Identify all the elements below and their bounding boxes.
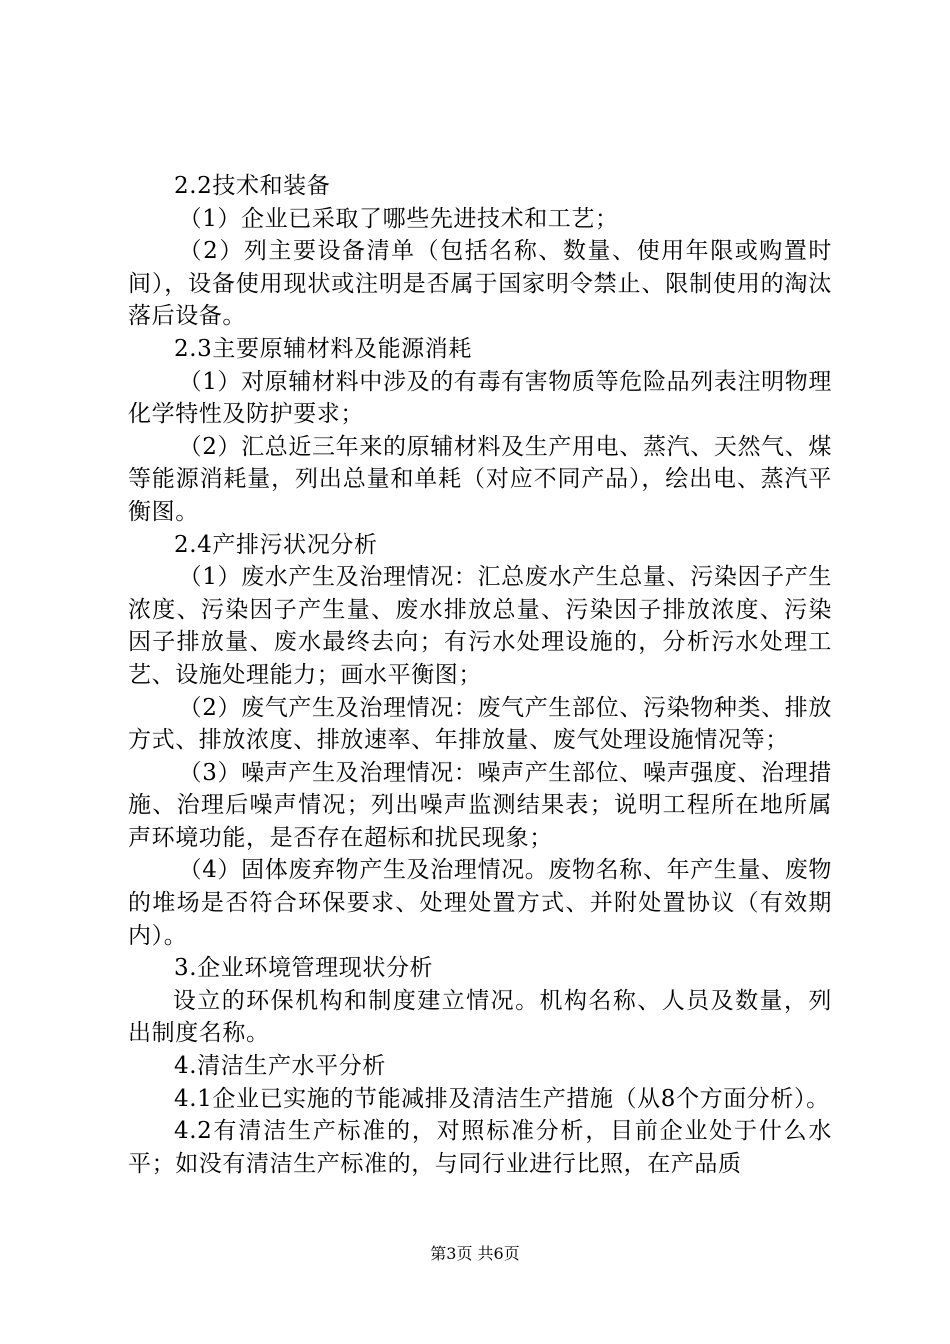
paragraph-2-4-item-1: （1）废水产生及治理情况：汇总废水产生总量、污染因子产生浓度、污染因子产生量、废水排放总量、污染因子排放浓度、污染因子排放量、废水最终去向；有污水处理设施的，分析污水处理工艺、设施处理能力；画水平衡图； [128,564,832,688]
page-number-footer: 第3页 共6页 [430,1244,520,1263]
paragraph-2-4-item-2: （2）废气产生及治理情况：废气产生部位、污染物种类、排放方式、排放浓度、排放速率、年排放量、废气处理设施情况等； [128,694,832,754]
section-heading-4: 4.清洁生产水平分析 [174,1053,386,1080]
paragraph-2-4-item-3: （3）噪声产生及治理情况：噪声产生部位、噪声强度、治理措施、治理后噪声情况；列出噪声监测结果表；说明工程所在地所属声环境功能，是否存在超标和扰民现象； [128,759,832,851]
section-heading-3: 3.企业环境管理现状分析 [174,955,434,982]
section-heading-2-2: 2.2技术和装备 [174,173,331,199]
paragraph-2-2-item-2: （2）列主要设备清单（包括名称、数量、使用年限或购置时间），设备使用现状或注明是否属于国家明令禁止、限制使用的淘汰落后设备。 [128,238,832,330]
paragraph-3-body: 设立的环保机构和制度建立情况。机构名称、人员及数量，列出制度名称。 [128,987,832,1047]
paragraph-4-2: 4.2有清洁生产标准的，对照标准分析，目前企业处于什么水平；如没有清洁生产标准的，与同行业进行比照，在产品质 [128,1118,832,1177]
document-body [128,170,832,1180]
section-heading-2-3: 2.3主要原辅材料及能源消耗 [174,335,472,362]
paragraph-2-3-item-1: （1）对原辅材料中涉及的有毒有害物质等危险品列表注明物理化学特性及防护要求； [128,368,832,428]
paragraph-2-2-item-1: （1）企业已采取了哪些先进技术和工艺； [178,205,619,232]
section-heading-2-4: 2.4产排污状况分析 [174,531,378,558]
paragraph-2-3-item-2: （2）汇总近三年来的原辅材料及生产用电、蒸汽、天然气、煤等能源消耗量，列出总量和单耗（对应不同产品），绘出电、蒸汽平衡图。 [128,433,832,525]
paragraph-2-4-item-4: （4）固体废弃物产生及治理情况。废物名称、年产生量、废物的堆场是否符合环保要求、处理处置方式、并附处置协议（有效期内）。 [128,857,832,949]
paragraph-4-1: 4.1企业已实施的节能减排及清洁生产措施（从8个方面分析）。 [174,1085,830,1112]
